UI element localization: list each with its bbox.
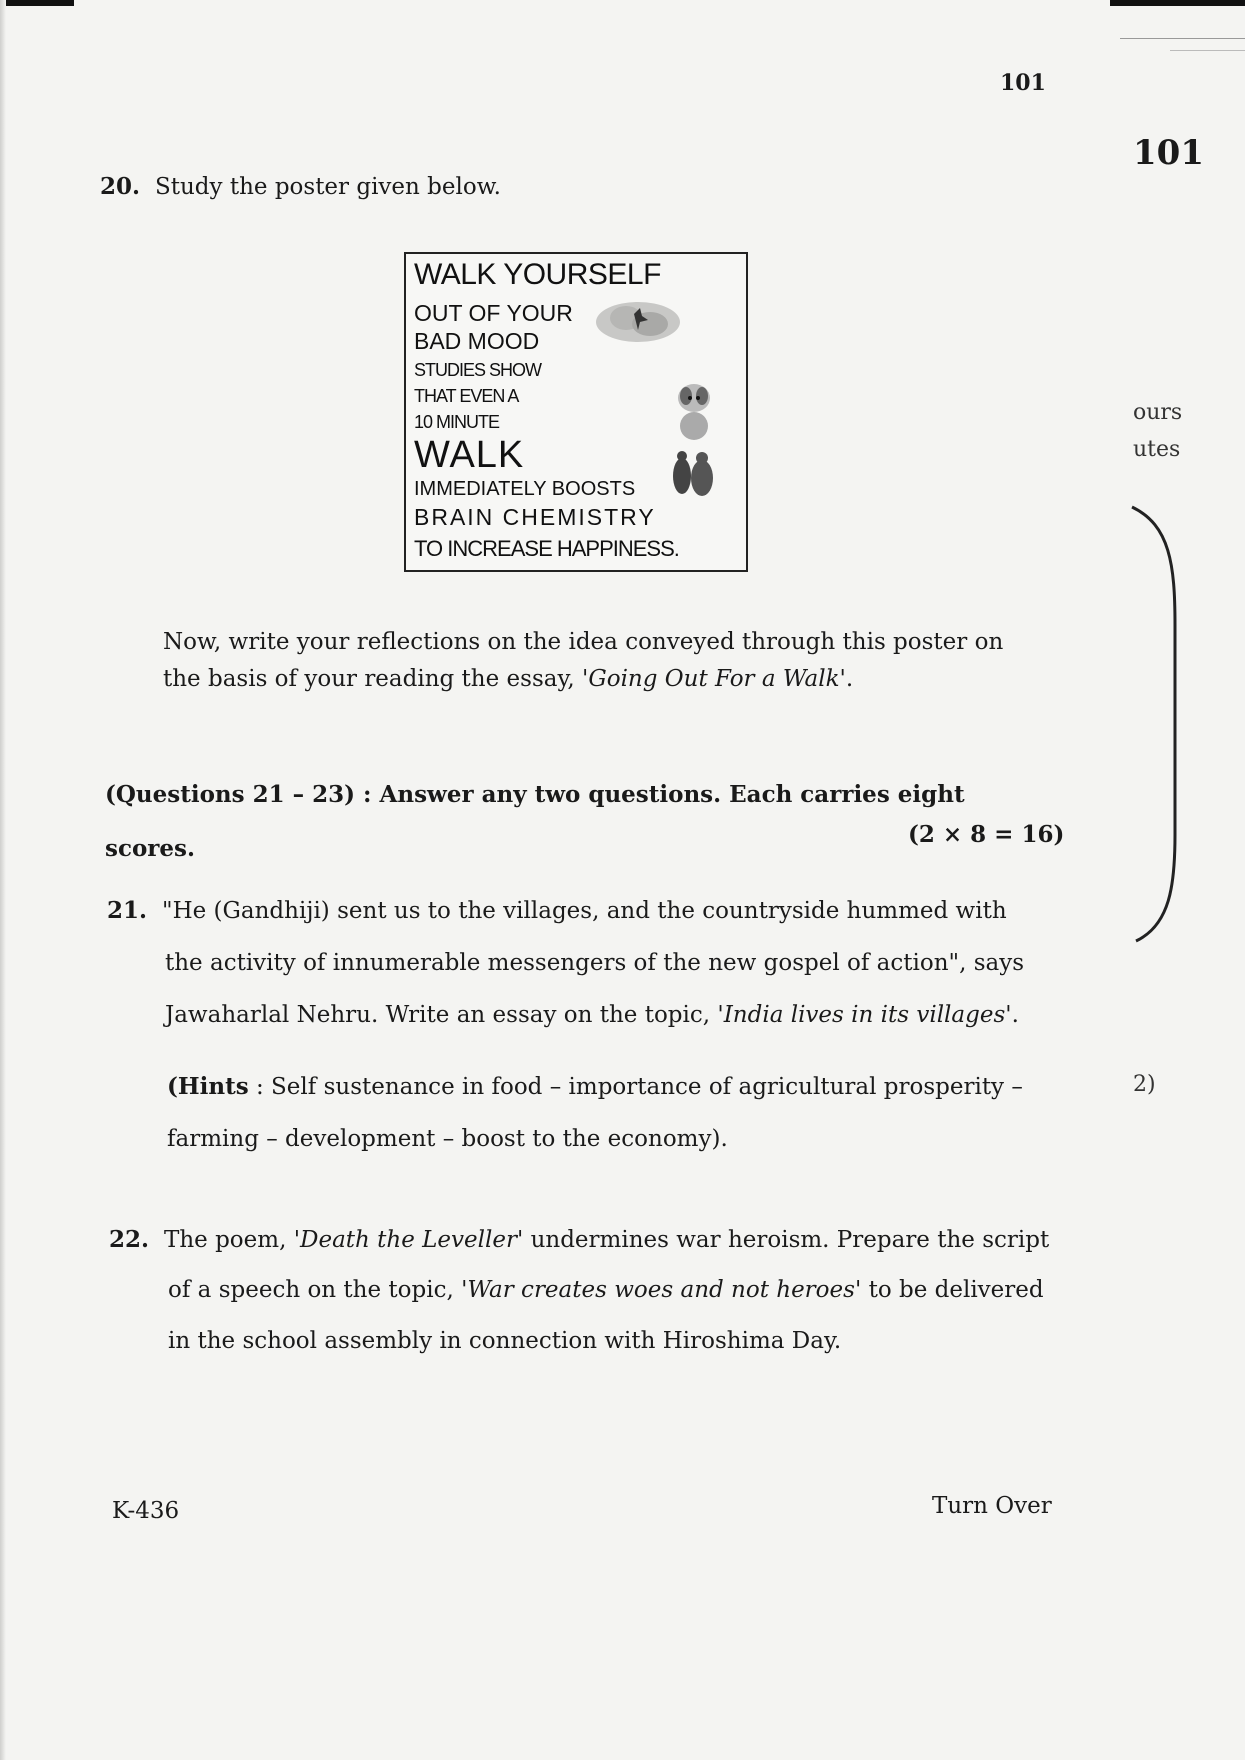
margin-text: 2)	[1133, 1072, 1156, 1097]
question-22-line2: of a speech on the topic, 'War creates woes and not heroes' to be delivered	[168, 1277, 1044, 1303]
poster-line: BRAIN CHEMISTRY	[414, 504, 656, 530]
question-number: 20.	[100, 173, 141, 200]
brace-mark-icon	[1130, 505, 1190, 945]
poster	[404, 252, 748, 572]
cloud-illustration-icon	[588, 294, 688, 354]
margin-text: ours	[1133, 400, 1183, 425]
dog-illustration-icon	[664, 376, 724, 446]
poster-line: OUT OF YOUR	[414, 300, 573, 326]
poster-line: BAD MOOD	[414, 328, 540, 354]
page-shadow	[0, 0, 6, 1760]
question-20-prompt: 20. Study the poster given below.	[100, 173, 501, 200]
question-20-instruction-line1: Now, write your reflections on the idea conveyed through this poster on	[163, 629, 1004, 655]
question-number: 21.	[107, 897, 148, 924]
speech-topic: 'War creates woes and not heroes'	[461, 1277, 862, 1303]
essay-title: 'Going Out For a Walk'	[582, 666, 846, 692]
question-21-hints-line1: (Hints : Self sustenance in food – importance of agricultural prosperity –	[167, 1073, 1023, 1100]
scan-edge-right	[1110, 0, 1245, 6]
page-number-adjacent: 101	[1133, 133, 1204, 173]
walker-illustration-icon	[668, 450, 718, 500]
question-21-line1: 21. "He (Gandhiji) sent us to the villages, and the countryside hummed with	[107, 897, 1007, 924]
scan-edge-left	[0, 0, 74, 6]
section-instruction-line2: scores.	[105, 835, 196, 862]
question-21-line3: Jawaharlal Nehru. Write an essay on the topic, 'India lives in its villages'.	[165, 1002, 1019, 1028]
essay-topic: 'India lives in its villages'	[717, 1002, 1012, 1028]
turn-over: Turn Over	[932, 1493, 1052, 1519]
question-22-line3: in the school assembly in connection with Hiroshima Day.	[168, 1328, 842, 1354]
poster-line: TO INCREASE HAPPINESS.	[414, 536, 679, 561]
question-number: 22.	[109, 1226, 150, 1253]
poster-walk: WALK	[414, 434, 525, 476]
poster-line: STUDIES SHOW	[414, 360, 542, 380]
question-21-hints-line2: farming – development – boost to the economy).	[167, 1126, 728, 1152]
hints-label: (Hints	[167, 1073, 249, 1100]
adjacent-page-edge	[1120, 38, 1245, 39]
poster-line: 10 MINUTE	[414, 412, 500, 432]
question-20-instruction-line2: the basis of your reading the essay, 'Going Out For a Walk'.	[163, 666, 854, 692]
page-number: 101	[1000, 70, 1046, 96]
poster-line: THAT EVEN A	[414, 386, 519, 406]
section-instruction: (Questions 21 – 23) : Answer any two questions. Each carries eight	[105, 781, 965, 808]
poster-line: IMMEDIATELY BOOSTS	[414, 478, 636, 500]
question-22-line1: 22. The poem, 'Death the Leveller' undermines war heroism. Prepare the script	[109, 1226, 1050, 1253]
section-marks: (2 × 8 = 16)	[908, 821, 1065, 848]
margin-text: utes	[1133, 437, 1181, 462]
adjacent-page-edge-2	[1170, 50, 1245, 51]
paper-code: K-436	[112, 1498, 180, 1524]
poster-title: WALK YOURSELF	[414, 258, 661, 291]
poem-title: 'Death the Leveller'	[293, 1227, 524, 1253]
question-21-line2: the activity of innumerable messengers of the new gospel of action", says	[165, 950, 1025, 976]
